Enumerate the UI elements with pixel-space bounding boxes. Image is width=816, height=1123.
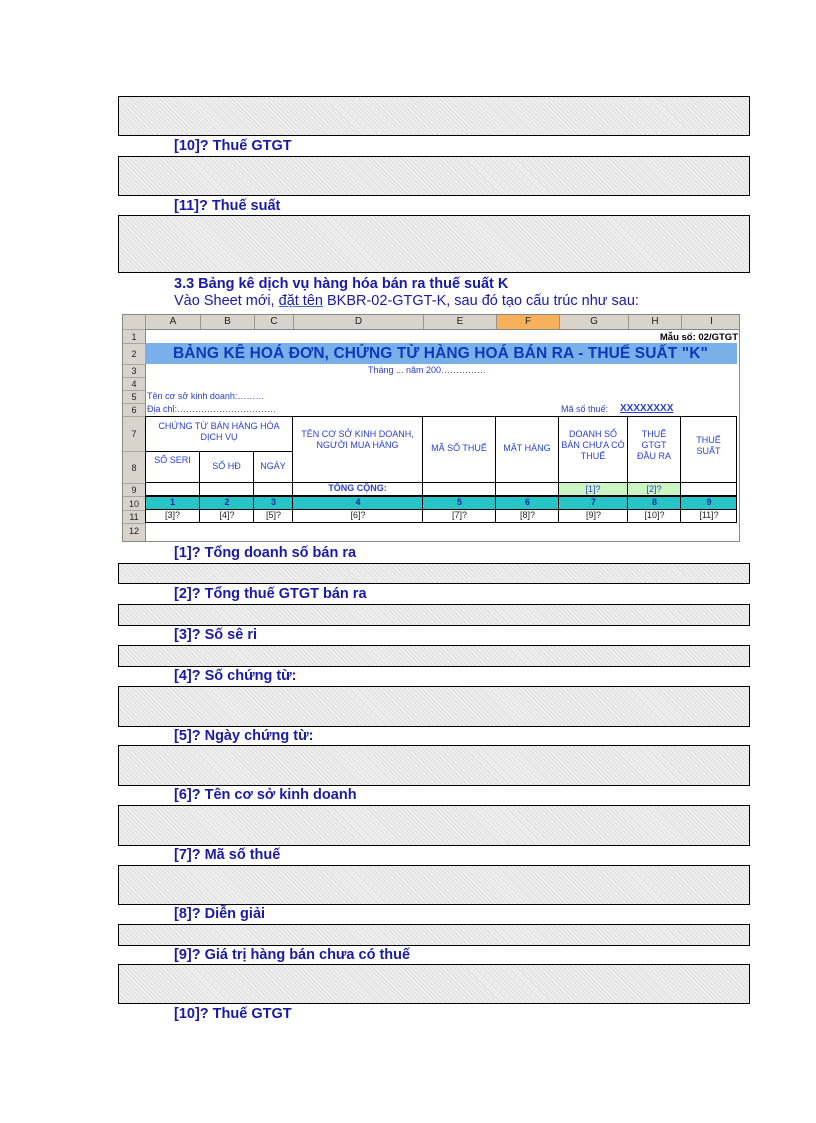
col-number: 1 (169, 497, 175, 507)
answer-box-8[interactable] (118, 924, 750, 946)
row-header-bar (123, 329, 146, 542)
row-header: 6 (123, 403, 145, 416)
placeholder-cell: [11]? (699, 510, 719, 520)
row-header: 9 (123, 483, 145, 496)
answer-box-7[interactable] (118, 865, 750, 905)
answer-box-2[interactable] (118, 604, 750, 626)
form-number: Mẫu số: 02/GTGT (659, 332, 738, 343)
row-header: 4 (123, 377, 145, 390)
field-label-2: [2]? Tổng thuế GTGT bán ra (174, 586, 367, 602)
field-label-4: [4]? Số chứng từ: (174, 668, 297, 684)
column-header-bar (123, 315, 740, 330)
col-header-b: B (200, 315, 254, 329)
hdr-doc-group-text: CHỨNG TỪ BÁN HÀNG HÓA DỊCH VỤ (158, 421, 280, 442)
field-label-3: [3]? Số sê ri (174, 627, 257, 643)
field-label-10: [10]? Thuế GTGT (174, 1006, 292, 1022)
placeholder-cell: [8]? (519, 510, 535, 520)
col-number: 5 (456, 497, 462, 507)
hdr-thue-gtgt-text: THUẾ GTGT ĐẦU RA (636, 429, 671, 461)
col-header-i: I (681, 315, 740, 329)
row-header: 11 (123, 510, 145, 523)
col-header-d: D (293, 315, 423, 329)
sheet-title: BẢNG KÊ HOÁ ĐƠN, CHỨNG TỪ HÀNG HOÁ BÁN RA - THUẾ SUẤT "K" (173, 345, 708, 362)
col-number: 4 (355, 497, 361, 507)
col-number: 6 (524, 497, 530, 507)
hdr-ngay-text: NGÀY (260, 461, 286, 471)
row-header: 8 (123, 451, 145, 483)
answer-box-4[interactable] (118, 686, 750, 727)
answer-box-9b[interactable] (118, 964, 750, 1004)
row-header: 2 (123, 343, 145, 364)
field-label-11-top: [11]? Thuế suất (174, 198, 281, 214)
hdr-ten-text: TÊN CƠ SỞ KINH DOANH, NGƯỜI MUA HÀNG (301, 429, 414, 450)
tax-code-label: Mã số thuế: (561, 404, 609, 414)
col-header-f: F (496, 315, 559, 329)
col-header-c: C (254, 315, 293, 329)
hdr-thue-suat-text: THUẾ SUẤT (696, 435, 721, 456)
placeholder-cell: [6]? (350, 510, 366, 520)
hdr-so-hd-text: SỐ HĐ (212, 461, 241, 471)
hdr-mst-text: MÃ SỐ THUẾ (431, 443, 487, 453)
answer-box-5[interactable] (118, 745, 750, 786)
field-label-9: [9]? Giá trị hàng bán chưa có thuế (174, 947, 411, 963)
placeholder-cell: [5]? (265, 510, 281, 520)
spreadsheet-image (122, 314, 740, 542)
col-number: 3 (270, 497, 276, 507)
business-name-line: Tên cơ sở kinh doanh:……… (147, 391, 265, 401)
total-h: [2]? (628, 483, 680, 495)
row-header: 5 (123, 390, 145, 403)
answer-box-10-top[interactable] (118, 156, 750, 196)
field-label-1: [1]? Tổng doanh số bán ra (174, 545, 357, 561)
row-header: 1 (123, 329, 145, 343)
placeholder-cell: [7]? (451, 510, 467, 520)
sheet-period: Tháng ... năm 200…………… (368, 365, 487, 375)
placeholder-cell: [9]? (585, 510, 601, 520)
field-label-10-top: [10]? Thuế GTGT (174, 138, 292, 154)
address-line: Địa chỉ:…………………………… (147, 404, 277, 414)
col-header-a: A (145, 315, 200, 329)
col-number: 7 (590, 497, 596, 507)
col-number: 9 (706, 497, 712, 507)
col-number: 8 (651, 497, 657, 507)
total-g: [1]? (559, 483, 627, 495)
col-header-g: G (559, 315, 628, 329)
total-label: TỔNG CỘNG: (328, 483, 387, 493)
hdr-doanh-so-text: DOANH SỐ BÁN CHƯA CÓ THUẾ (561, 429, 625, 461)
hdr-mat-hang-text: MẶT HÀNG (503, 443, 551, 453)
row-header: 10 (123, 496, 145, 510)
answer-box-9[interactable] (118, 96, 750, 136)
col-header-e: E (423, 315, 496, 329)
col-header-h: H (628, 315, 681, 329)
placeholder-cell: [3]? (164, 510, 180, 520)
field-label-7: [7]? Mã số thuế (174, 847, 281, 863)
field-label-8: [8]? Diễn giải (174, 906, 266, 922)
answer-box-11-top[interactable] (118, 215, 750, 273)
section-intro: Vào Sheet mới, đặt tên BKBR-02-GTGT-K, sau đó tạo cấu trúc như sau: (174, 293, 639, 309)
answer-box-1[interactable] (118, 563, 750, 584)
row-header: 3 (123, 364, 145, 377)
field-label-6: [6]? Tên cơ sở kinh doanh (174, 787, 357, 803)
placeholder-cell: [4]? (219, 510, 235, 520)
answer-box-3[interactable] (118, 645, 750, 667)
answer-box-6[interactable] (118, 805, 750, 846)
row-header: 12 (123, 523, 145, 542)
row-header: 7 (123, 416, 145, 451)
placeholder-cell: [10]? (644, 510, 665, 520)
col-number: 2 (224, 497, 230, 507)
field-label-5: [5]? Ngày chứng từ: (174, 728, 314, 744)
section-heading: 3.3 Bảng kê dịch vụ hàng hóa bán ra thuế suất K (174, 276, 509, 292)
hdr-seri-text: SỐ SERI (154, 455, 191, 465)
intro-underlined: đặt tên (278, 293, 323, 309)
tax-code-value: XXXXXXXX (620, 403, 674, 414)
